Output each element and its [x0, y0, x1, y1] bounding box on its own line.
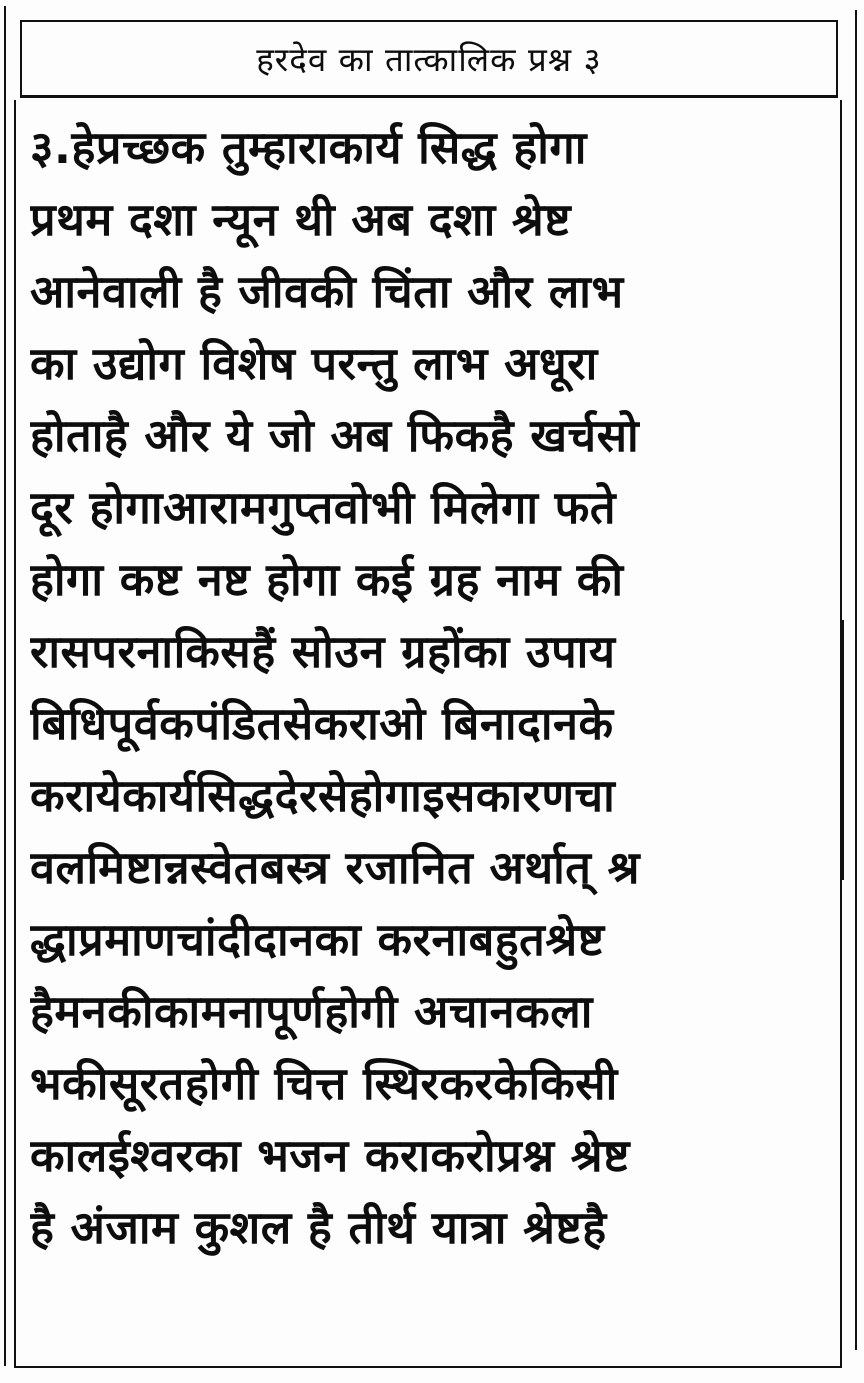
left-scan-edge [4, 6, 6, 1366]
text-line: हैमनकीकामनापूर्णहोगी अचानकला [30, 985, 593, 1038]
text-line: कालईश्वरका भजन कराकरोप्रश्न श्रेष्ट [30, 1129, 630, 1182]
body-text [30, 112, 830, 1264]
text-line: होगा कष्ट नष्ट होगा कई ग्रह नाम की [30, 553, 624, 606]
text-line: बिधिपूर्वकपंडितसेकराओ बिनादानके [30, 697, 614, 750]
page-title: हरदेव का तात्कालिक प्रश्न ३ [256, 40, 602, 79]
text-line: है अंजाम कुशल है तीर्थ यात्रा श्रेष्टहै [30, 1201, 607, 1254]
text-line: प्रथम दशा न्यून थी अब दशा श्रेष्ट [30, 193, 572, 246]
right-scan-edge [855, 10, 857, 1350]
header-box [20, 20, 838, 98]
text-line: दूर होगाआरामगुप्तवोभी मिलेगा फते [30, 481, 617, 534]
text-line: आनेवाली है जीवकी चिंता और लाभ [30, 265, 624, 318]
text-line: भकीसूरतहोगी चित्त स्थिरकरकेकिसी [30, 1057, 618, 1110]
text-line: करायेकार्यसिद्धदेरसेहोगाइसकारणचा [30, 769, 616, 822]
text-line: ३.हेप्रच्छक तुम्हाराकार्य सिद्ध होगा [30, 121, 587, 174]
right-inner-rule [842, 620, 844, 880]
text-line: का उद्योग विशेष परन्तु लाभ अधूरा [30, 337, 598, 390]
text-line: रासपरनाकिसहैं सोउन ग्रहोंका उपाय [30, 625, 616, 678]
text-line: होताहै और ये जो अब फिकहै खर्चसो [30, 409, 640, 462]
text-line: वलमिष्टान्नस्वेतबस्त्र रजानित अर्थात् श्र [30, 841, 640, 894]
text-line: द्धाप्रमाणचांदीदानका करनाबहुतश्रेष्ट [30, 913, 605, 966]
